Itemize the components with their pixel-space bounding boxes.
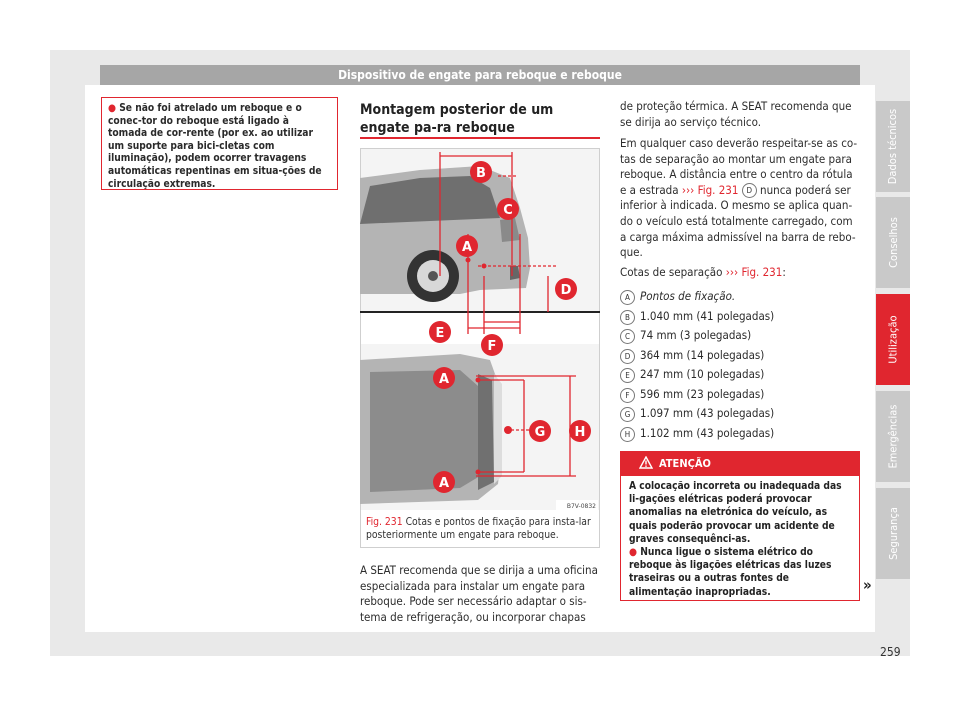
measure-letter: D — [620, 349, 635, 364]
continue-icon: » — [863, 576, 872, 594]
tab-label: Utilização — [886, 315, 900, 364]
label-D: D — [560, 283, 572, 298]
measure-letter: F — [620, 388, 635, 403]
para2-after: nunca poderá ser inferior à indicada. O mesmo se aplica quan-do o veículo está totalmente carregado, com a carga máxima admissível na barra de rebo-que. — [620, 182, 856, 260]
tab-dados-tecnicos[interactable] — [876, 101, 910, 192]
figure-code: B7V-0832 — [566, 503, 596, 510]
label-A-side: A — [461, 240, 473, 255]
page-number: 259 — [880, 645, 901, 659]
separation-label: Cotas de separação — [620, 265, 726, 279]
measure-item — [620, 385, 860, 405]
label-A-top1: A — [438, 372, 450, 387]
measure-text: 74 mm (3 polegadas) — [640, 328, 752, 342]
label-A-top2: A — [438, 476, 450, 491]
tab-seguranca[interactable] — [876, 488, 910, 579]
measure-letter: H — [620, 427, 635, 442]
fixing-point-side — [466, 258, 471, 263]
towbar-diagram — [360, 148, 600, 512]
fig-reference-link-2[interactable]: ››› Fig. 231 — [725, 265, 783, 279]
letter-badge-D: D — [742, 183, 757, 198]
measure-letter: A — [620, 290, 635, 305]
tab-label: Conselhos — [886, 217, 900, 268]
attention-paragraph-1: A colocação incorreta ou inadequada das li-gações elétricas poderá provocar anomalias na eletrónica do veículo, as quais poderão provocar um acidente de graves consequênci-as. — [629, 481, 842, 545]
tab-utilizacao[interactable] — [876, 294, 910, 385]
tab-label: Segurança — [886, 507, 900, 560]
fixing-point-top-1 — [476, 378, 481, 383]
tab-conselhos[interactable] — [876, 197, 910, 288]
caption-text: Cotas e pontos de fixação para insta-lar posteriormente um engate para reboque. — [366, 516, 591, 541]
measure-text: 1.102 mm (43 polegadas) — [640, 425, 775, 440]
measure-item — [620, 365, 860, 385]
warning-text: Se não foi atrelado um reboque e o conec-tor do reboque está ligado à tomada de cor-rente (por ex. ao utilizar um suporte para bici-cletas com iluminação), podem ocorrer travagens automáticas repentinas em situa-ções de circulação extremas. — [108, 103, 322, 190]
separation-colon: : — [782, 265, 786, 279]
label-E: E — [435, 326, 445, 341]
fixing-point-side-2 — [482, 264, 487, 269]
measure-text: 1.097 mm (43 polegadas) — [640, 406, 775, 420]
fig-reference-link[interactable]: ››› Fig. 231 — [681, 182, 739, 197]
measure-item — [620, 346, 860, 366]
measure-text: 364 mm (14 polegadas) — [640, 347, 765, 362]
warning-box — [101, 97, 338, 190]
bullet-icon: ● — [108, 103, 116, 114]
towball-top — [504, 426, 512, 434]
measure-text: Pontos de fixação. — [640, 289, 736, 303]
measure-text: 247 mm (10 polegadas) — [640, 367, 765, 381]
measure-item — [620, 424, 860, 444]
tab-label: Emergências — [886, 404, 900, 469]
car-top-view — [360, 344, 599, 510]
attention-paragraph-2-text: Nunca ligue o sistema elétrico do reboque às ligações elétricas das luzes traseiras ou a outras fontes de alimentação inapropriadas. — [629, 547, 832, 598]
measure-text: 1.040 mm (41 polegadas) — [640, 308, 775, 323]
measure-letter: E — [620, 368, 635, 383]
measure-text: 596 mm (23 polegadas) — [640, 386, 765, 401]
figure-caption — [366, 516, 596, 542]
measure-item — [620, 287, 860, 307]
caption-figure-number: Fig. 231 — [366, 516, 403, 528]
attention-header — [621, 452, 859, 476]
label-H: H — [574, 425, 586, 440]
measure-letter: B — [620, 310, 635, 325]
label-B: B — [476, 166, 486, 181]
tab-emergencias[interactable] — [876, 391, 910, 482]
label-F: F — [487, 339, 497, 354]
measure-item — [620, 404, 860, 424]
fixing-point-top-2 — [476, 470, 481, 475]
label-G: G — [534, 425, 546, 440]
page-header: Dispositivo de engate para reboque e reboque — [100, 65, 860, 85]
attention-paragraph-2 — [629, 546, 851, 599]
paragraph-left: A SEAT recomenda que se dirija a uma oficina especializada para instalar um engate para reboque. Pode ser necessário adaptar o sis-tema de refrigeração, ou incorporar chapas — [360, 563, 598, 624]
label-C: C — [503, 203, 513, 218]
measure-item — [620, 326, 860, 346]
title-underline — [360, 137, 600, 139]
measure-letter: C — [620, 329, 635, 344]
paragraph-right-2 — [620, 136, 860, 261]
separation-heading — [620, 265, 860, 281]
measure-item — [620, 307, 860, 327]
paragraph-right-1: de proteção térmica. A SEAT recomenda que se dirija ao serviço técnico. — [620, 99, 852, 129]
para2-before: Em qualquer caso deverão respeitar-se as co-tas de separação ao montar um engate para reboque. A distância entre o centro da rótula e a estrada — [620, 136, 858, 197]
section-title: Montagem posterior de um engate pa-ra reboque — [360, 102, 554, 136]
bullet-icon: ● — [629, 547, 637, 559]
warning-triangle-icon — [639, 454, 653, 478]
attention-body — [621, 476, 859, 603]
attention-box — [620, 451, 860, 601]
attention-title: ATENÇÃO — [659, 457, 711, 470]
tab-label: Dados técnicos — [886, 108, 900, 185]
measure-letter: G — [620, 407, 635, 422]
